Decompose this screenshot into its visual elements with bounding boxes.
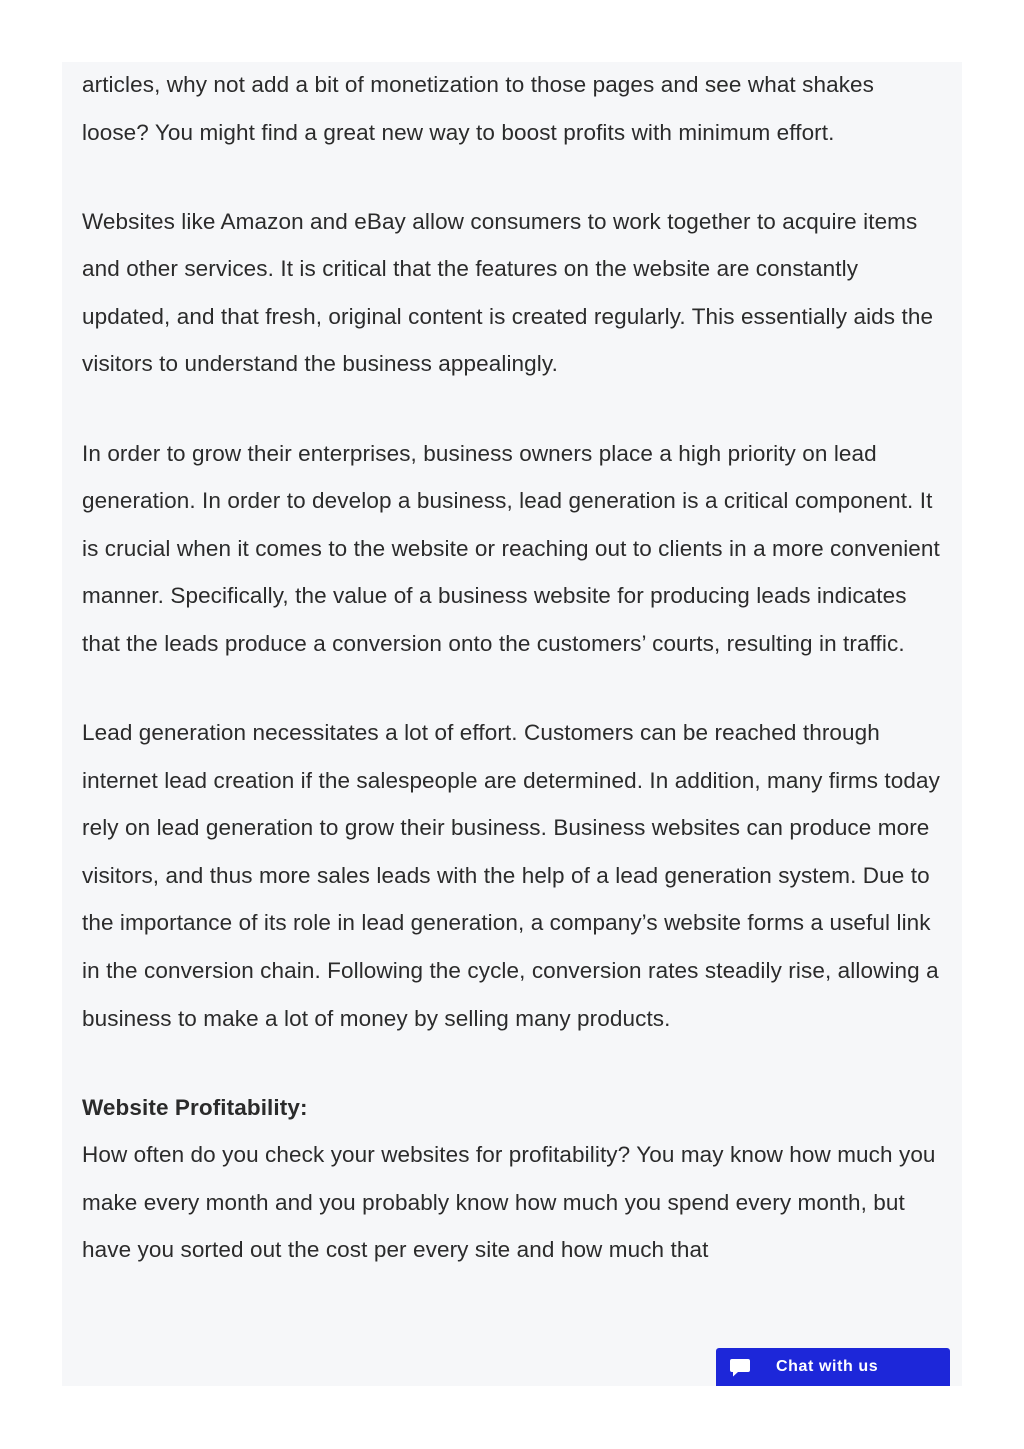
paragraph-lead-effort: Lead generation necessitates a lot of effort. Customers can be reached through internet lead creation if the salespeople are determined. In addition, many firms today rely on lead generation to grow their business. Business websites can produce more visitors, and thus more sales leads with the help of a lead generation system. Due to the importance of its role in lead generation, a company’s website forms a useful link in the conversion chain. Following the cycle, conversion rates steadily rise, allowing a business to make a lot of money by selling many products. — [82, 720, 940, 1031]
chat-widget-button[interactable] — [716, 1348, 950, 1386]
chat-widget-label: Chat with us — [776, 1358, 879, 1375]
article-card — [62, 62, 962, 1386]
chat-bubble-icon — [729, 1358, 751, 1378]
paragraph-lead-priority: In order to grow their enterprises, business owners place a high priority on lead generation. In order to develop a business, lead generation is a critical component. It is crucial when it comes to the website or reaching out to clients in a more convenient manner. Specifically, the value of a business website for producing leads indicates that the leads produce a conversion onto the customers’ courts, resulting in traffic. — [82, 440, 940, 656]
section-heading-profitability: Website Profitability: — [82, 1094, 308, 1120]
paragraph-profitability: How often do you check your websites for profitability? You may know how much you make every month and you probably know how much you spend every month, but have you sorted out the cost per every site and how much that — [82, 1142, 936, 1263]
article-body — [82, 62, 946, 1274]
paragraph-websites: Websites like Amazon and eBay allow consumers to work together to acquire items and other services. It is critical that the features on the website are constantly updated, and that fresh, original content is created regularly. This essentially aids the visitors to understand the business appealingly. — [82, 208, 934, 377]
paragraph-monetization: articles, why not add a bit of monetization to those pages and see what shakes loose? You might find a great new way to boost profits with minimum effort. — [82, 72, 875, 145]
